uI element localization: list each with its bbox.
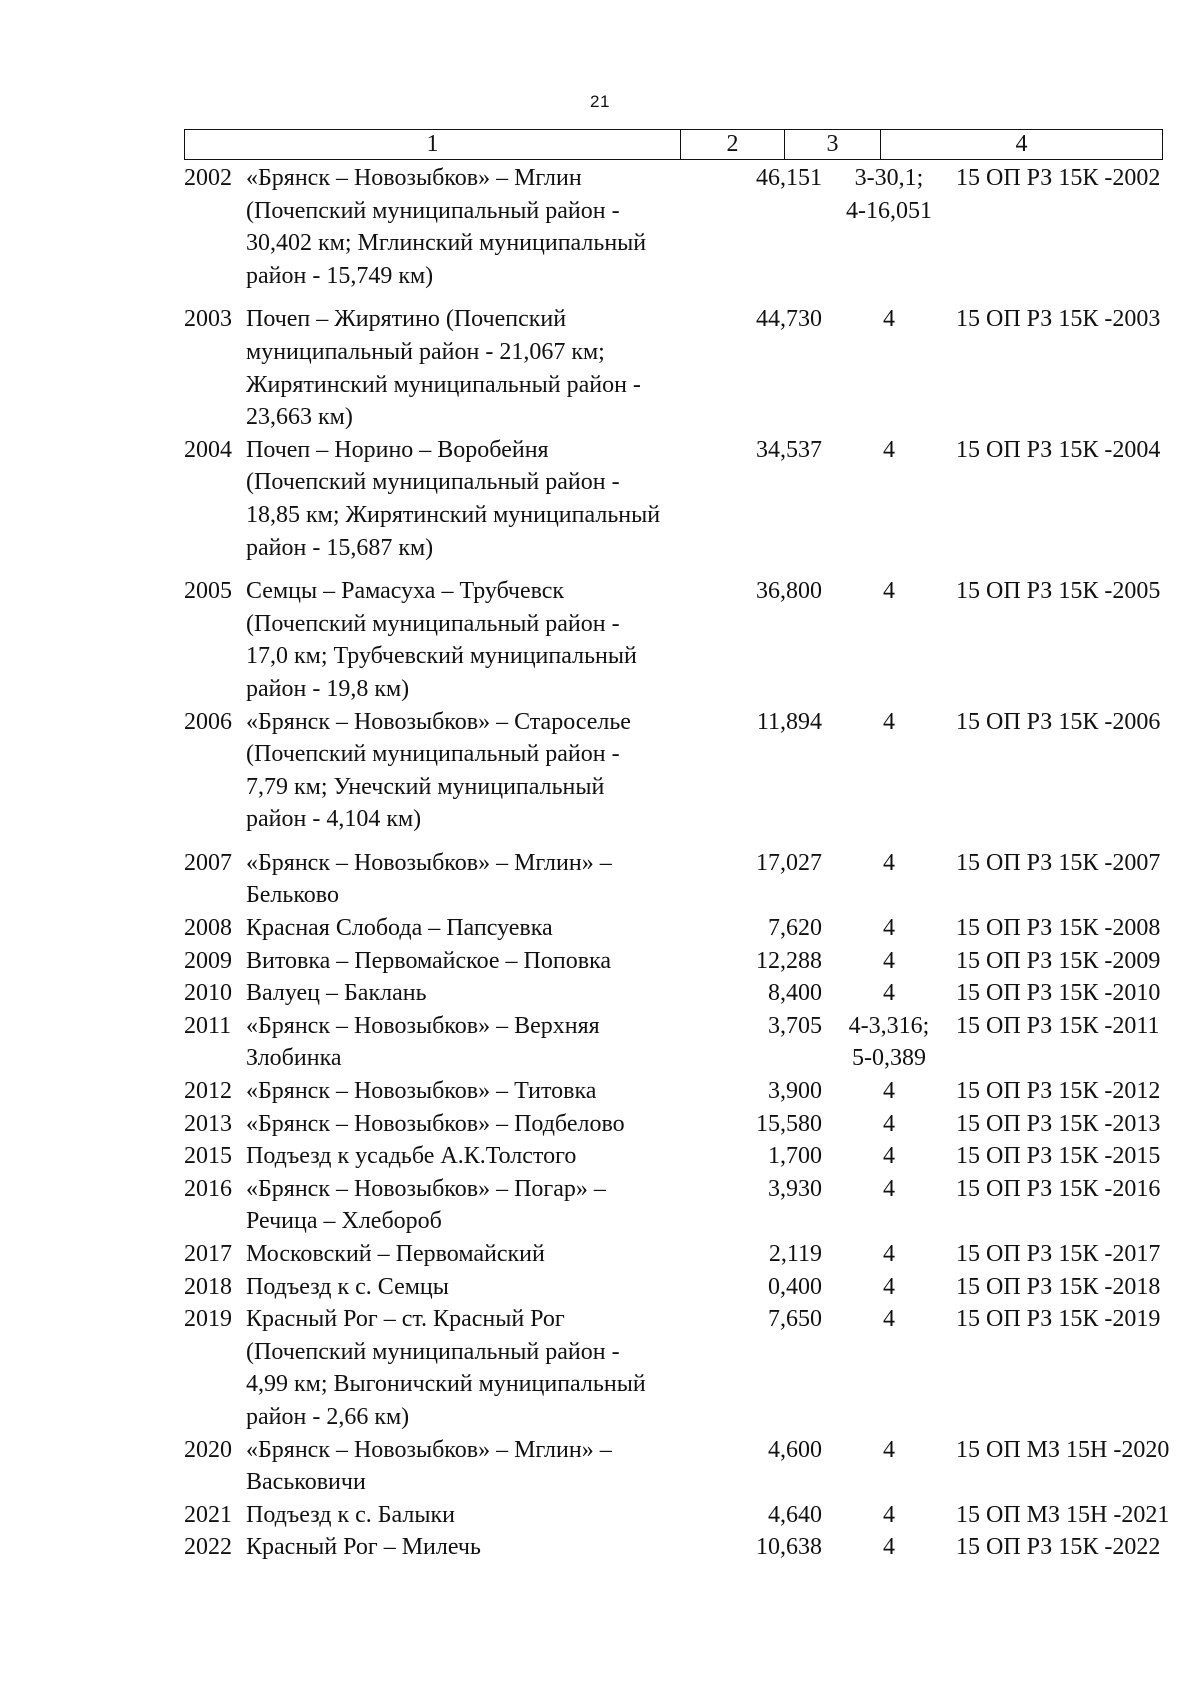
road-name-line: (Почепский муниципальный район - (246, 610, 620, 637)
road-name (246, 1303, 716, 1433)
road-number: 2009 (184, 947, 232, 974)
road-id: 15 ОП РЗ 15К -2022 (956, 1534, 1161, 1561)
road-length: 4,640 (768, 1501, 822, 1528)
road-name (246, 977, 716, 1010)
road-length: 46,151 (756, 165, 822, 191)
road-name-line: Подъезд к усадьбе А.К.Толстого (246, 1143, 577, 1170)
road-name-line: 4,99 км; Выгоничский муниципальный (246, 1371, 646, 1398)
road-id: 15 ОП РЗ 15К -2006 (956, 708, 1161, 735)
road-length: 3,705 (768, 1012, 822, 1039)
road-id: 15 ОП РЗ 15К -2003 (956, 306, 1161, 333)
table-row (184, 1108, 1184, 1141)
road-category (822, 1434, 946, 1467)
table-row (184, 945, 1184, 978)
table-row (184, 1303, 1184, 1433)
road-category-line: 4-16,051 (846, 197, 932, 224)
table-row (184, 1140, 1184, 1173)
road-name-line: «Брянск – Новозыбков» – Подбелово (246, 1110, 625, 1137)
road-name-line: Красный Рог – ст. Красный Рог (246, 1306, 565, 1333)
road-category (822, 434, 946, 467)
road-category-line: 3-30,1; (854, 165, 924, 191)
road-category (822, 1140, 946, 1173)
road-name-line: Семцы – Рамасуха – Трубчевск (246, 578, 565, 605)
header-col-1: 1 (185, 130, 681, 160)
road-id: 15 ОП МЗ 15Н -2021 (956, 1501, 1170, 1528)
road-category-line: 4-3,316; (848, 1012, 930, 1039)
road-number: 2011 (184, 1012, 232, 1039)
road-name (246, 162, 716, 292)
road-category (822, 912, 946, 945)
road-name-line: 7,79 км; Унечский муниципальный (246, 773, 605, 800)
table-row (184, 1531, 1184, 1564)
road-name (246, 1271, 716, 1304)
road-id: 15 ОП РЗ 15К -2016 (956, 1175, 1161, 1202)
road-number: 2012 (184, 1078, 232, 1105)
road-category-line: 4 (883, 1143, 895, 1170)
road-category-line: 4 (883, 1175, 895, 1202)
table-row (184, 434, 1184, 564)
road-length: 36,800 (756, 578, 822, 605)
table-row (184, 706, 1184, 836)
road-category-line: 5-0,389 (852, 1045, 926, 1072)
road-category (822, 575, 946, 608)
road-name-line: «Брянск – Новозыбков» – Титовка (246, 1078, 597, 1105)
road-category-line: 4 (883, 1436, 895, 1463)
road-name (246, 575, 716, 705)
road-name (246, 1010, 716, 1075)
road-name-line: «Брянск – Новозыбков» – Мглин (246, 165, 582, 191)
table-row (184, 1499, 1184, 1532)
road-name (246, 1173, 716, 1238)
road-name (246, 945, 716, 978)
road-length: 0,400 (768, 1273, 822, 1300)
road-name-line: район - 15,749 км) (246, 262, 434, 289)
road-name (246, 1531, 716, 1564)
road-name (246, 912, 716, 945)
table-row (184, 1173, 1184, 1238)
road-name (246, 1108, 716, 1141)
table-row (184, 303, 1184, 433)
road-name-line: «Брянск – Новозыбков» – Мглин» – (246, 849, 612, 876)
road-name (246, 434, 716, 564)
road-name-line: «Брянск – Новозыбков» – Староселье (246, 708, 631, 735)
road-name (246, 1075, 716, 1108)
road-category (822, 847, 946, 880)
road-name (246, 1238, 716, 1271)
road-number: 2015 (184, 1143, 232, 1170)
road-category (822, 1238, 946, 1271)
table-row (184, 1238, 1184, 1271)
road-name-line: Валуец – Баклань (246, 980, 427, 1007)
road-name-line: Злобинка (246, 1045, 342, 1072)
road-number: 2008 (184, 915, 232, 942)
road-number: 2019 (184, 1306, 232, 1333)
road-id: 15 ОП РЗ 15К -2015 (956, 1143, 1161, 1170)
road-length: 12,288 (756, 947, 822, 974)
road-length: 1,700 (768, 1143, 822, 1170)
road-name-line: 17,0 км; Трубчевский муниципальный (246, 643, 637, 670)
road-number: 2017 (184, 1241, 232, 1267)
road-name-line: (Почепский муниципальный район - (246, 1338, 620, 1365)
road-category-line: 4 (883, 849, 895, 876)
road-category-line: 4 (883, 1306, 895, 1333)
road-id: 15 ОП РЗ 15К -2011 (956, 1012, 1160, 1039)
road-length: 17,027 (756, 849, 822, 876)
road-category-line: 4 (883, 1241, 895, 1267)
road-number: 2018 (184, 1273, 232, 1300)
road-name (246, 303, 716, 433)
road-category-line: 4 (883, 980, 895, 1007)
road-name-line: Васьковичи (246, 1469, 366, 1496)
road-name-line: Витовка – Первомайское – Поповка (246, 947, 612, 974)
table-row (184, 912, 1184, 945)
road-length: 7,620 (768, 915, 822, 942)
road-name-line: Московский – Первомайский (246, 1241, 545, 1267)
road-name (246, 1140, 716, 1173)
road-name-line: район - 4,104 км) (246, 806, 422, 833)
road-number: 2004 (184, 436, 232, 463)
road-name-line: муниципальный район - 21,067 км; (246, 338, 605, 365)
road-length: 10,638 (756, 1534, 822, 1561)
road-category (822, 977, 946, 1010)
header-col-4: 4 (881, 130, 1163, 160)
road-category-line: 4 (883, 578, 895, 605)
road-number: 2010 (184, 980, 232, 1007)
road-number: 2002 (184, 165, 232, 191)
table-row (184, 1271, 1184, 1304)
road-name-line: Красный Рог – Милечь (246, 1534, 481, 1561)
table-row (184, 1434, 1184, 1499)
road-id: 15 ОП РЗ 15К -2017 (956, 1241, 1161, 1267)
road-category (822, 706, 946, 739)
road-name-line: Почеп – Норино – Воробейня (246, 436, 549, 463)
road-length: 2,119 (768, 1241, 822, 1267)
road-category (822, 162, 946, 227)
road-name-line: 18,85 км; Жирятинский муниципальный (246, 501, 661, 528)
road-category (822, 945, 946, 978)
table-row (184, 847, 1184, 912)
road-number: 2021 (184, 1501, 232, 1528)
road-category (822, 1271, 946, 1304)
road-category-line: 4 (883, 436, 895, 463)
table-row (184, 1075, 1184, 1108)
road-id: 15 ОП РЗ 15К -2013 (956, 1110, 1161, 1137)
road-name-line: Бельково (246, 882, 339, 909)
road-category-line: 4 (883, 1110, 895, 1137)
road-name-line: район - 2,66 км) (246, 1403, 410, 1430)
road-name-line: Подъезд к с. Семцы (246, 1273, 449, 1300)
road-number: 2020 (184, 1436, 232, 1463)
road-category-line: 4 (883, 306, 895, 333)
header-col-3: 3 (785, 130, 881, 160)
road-number: 2003 (184, 306, 232, 333)
table-row (184, 977, 1184, 1010)
road-length: 34,537 (756, 436, 822, 463)
road-number: 2022 (184, 1534, 232, 1561)
road-name (246, 847, 716, 912)
road-id: 15 ОП РЗ 15К -2005 (956, 578, 1161, 605)
road-category-line: 4 (883, 1078, 895, 1105)
road-id: 15 ОП РЗ 15К -2002 (956, 165, 1161, 191)
road-name-line: (Почепский муниципальный район - (246, 197, 620, 224)
road-category (822, 1531, 946, 1564)
table-header (184, 129, 1163, 160)
road-id: 15 ОП РЗ 15К -2012 (956, 1078, 1161, 1105)
table-row (184, 1010, 1184, 1075)
road-id: 15 ОП РЗ 15К -2004 (956, 436, 1161, 463)
road-id: 15 ОП РЗ 15К -2008 (956, 915, 1161, 942)
road-name-line: Красная Слобода – Папсуевка (246, 915, 553, 942)
road-id: 15 ОП РЗ 15К -2010 (956, 980, 1161, 1007)
road-name-line: Почеп – Жирятино (Почепский (246, 306, 567, 333)
road-table-body (184, 162, 1184, 1564)
road-id: 15 ОП РЗ 15К -2009 (956, 947, 1161, 974)
road-id: 15 ОП МЗ 15Н -2020 (956, 1436, 1170, 1463)
road-category (822, 1499, 946, 1532)
header-col-2: 2 (681, 130, 785, 160)
road-name-line: Жирятинский муниципальный район - (246, 371, 641, 398)
road-id: 15 ОП РЗ 15К -2018 (956, 1273, 1161, 1300)
road-number: 2013 (184, 1110, 232, 1137)
road-length: 44,730 (756, 306, 822, 333)
road-category (822, 1173, 946, 1206)
table-row (184, 162, 1184, 292)
road-category (822, 303, 946, 336)
road-category (822, 1010, 946, 1075)
road-length: 7,650 (768, 1306, 822, 1333)
table-row (184, 575, 1184, 705)
road-name-line: (Почепский муниципальный район - (246, 741, 620, 768)
road-length: 4,600 (768, 1436, 822, 1463)
road-category (822, 1303, 946, 1336)
road-category-line: 4 (883, 1501, 895, 1528)
page-number: 21 (590, 92, 610, 111)
road-name (246, 1499, 716, 1532)
road-category-line: 4 (883, 1273, 895, 1300)
road-id: 15 ОП РЗ 15К -2007 (956, 849, 1161, 876)
road-name-line: «Брянск – Новозыбков» – Погар» – (246, 1175, 606, 1202)
road-category-line: 4 (883, 1534, 895, 1561)
road-name-line: Подъезд к с. Балыки (246, 1501, 456, 1528)
road-category-line: 4 (883, 947, 895, 974)
road-number: 2007 (184, 849, 232, 876)
road-id: 15 ОП РЗ 15К -2019 (956, 1306, 1161, 1333)
road-name-line: 23,663 км) (246, 404, 353, 431)
road-length: 8,400 (768, 980, 822, 1007)
road-name-line: «Брянск – Новозыбков» – Верхняя (246, 1012, 600, 1039)
road-name-line: 30,402 км; Мглинский муниципальный (246, 230, 647, 257)
road-category (822, 1075, 946, 1108)
road-name (246, 1434, 716, 1499)
road-category-line: 4 (883, 708, 895, 735)
road-category-line: 4 (883, 915, 895, 942)
road-length: 3,900 (768, 1078, 822, 1105)
road-category (822, 1108, 946, 1141)
road-length: 15,580 (756, 1110, 822, 1137)
road-name-line: район - 15,687 км) (246, 534, 434, 561)
road-name (246, 706, 716, 836)
road-number: 2016 (184, 1175, 232, 1202)
road-length: 3,930 (768, 1175, 822, 1202)
road-name-line: район - 19,8 км) (246, 675, 410, 702)
road-name-line: Речица – Хлебороб (246, 1208, 442, 1235)
road-number: 2005 (184, 578, 232, 605)
road-name-line: (Почепский муниципальный район - (246, 469, 620, 496)
road-length: 11,894 (756, 708, 822, 735)
road-name-line: «Брянск – Новозыбков» – Мглин» – (246, 1436, 612, 1463)
road-number: 2006 (184, 708, 232, 735)
